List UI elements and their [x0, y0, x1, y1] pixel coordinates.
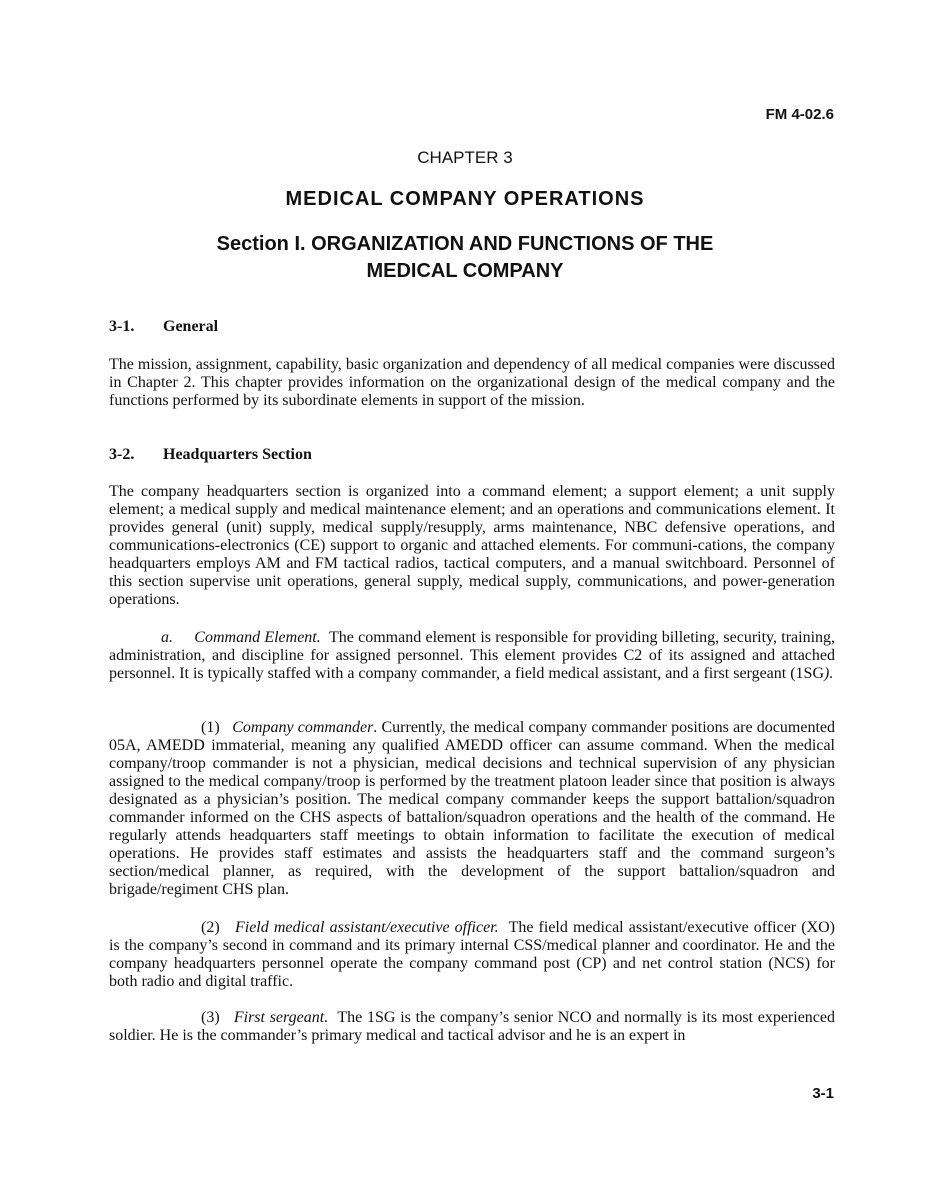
page-number: 3-1 [812, 1085, 834, 1102]
paragraph-heading-3-1 [109, 318, 218, 336]
paragraph-title: Headquarters Section [163, 446, 312, 463]
subparagraph-label: (1) [201, 719, 220, 736]
chapter-label: CHAPTER 3 [417, 148, 513, 167]
section-title-line-1: Section I. ORGANIZATION AND FUNCTIONS OF THE [216, 233, 714, 255]
paragraph-title: General [163, 318, 219, 335]
subparagraph-text: The command element is responsible for providing billeting, security, training, administration, and discipline for assigned personnel. This element provides C2 of its assigned and attached personnel. It is typically staffed with a company commander, a field medical assistant, and a first sergeant (1SG [109, 629, 836, 682]
subparagraph-title: Company commander [232, 719, 374, 736]
subparagraph-text: The 1SG is the company’s senior NCO and normally is its most experienced soldier. He is the commander’s primary medical and tactical advisor and he is an expert in [109, 1009, 836, 1044]
subparagraph-text: The field medical assistant/executive officer (XO) is the company’s second in command and its primary internal CSS/medical planner and coordinator. He and the company headquarters personnel operate the company command post (CP) and net control station (NCS) for both radio and digital traffic. [109, 919, 836, 990]
paragraph-number: 3-2. [109, 446, 135, 463]
subparagraph-label: (2) [201, 919, 220, 936]
subparagraph-2 [109, 919, 835, 991]
subparagraph-3 [109, 1009, 835, 1045]
paragraph-3-2-text: The company headquarters section is organized into a command element; a support element; a unit supply element; a medical supply and medical maintenance element; and an operations and communications element. It provides general (unit) supply, medical supply/resupply, arms maintenance, NBC defensive operations, and communications-electronics (CE) support to organic and attached elements. For communi-cations, the company headquarters employs AM and FM tactical radios, tactical computers, and a manual switchboard. Personnel of this section supervise unit operations, general supply, medical supply, communications, and power-generation operations. [109, 483, 835, 608]
section-title-line-2: MEDICAL COMPANY [366, 260, 564, 282]
subparagraph-title: Field medical assistant/executive officer. [234, 919, 499, 936]
section-title [0, 231, 930, 285]
subparagraph-1 [109, 719, 835, 899]
subparagraph-label: (3) [201, 1009, 220, 1026]
subparagraph-tail: ). [824, 665, 834, 682]
paragraph-number: 3-1. [109, 318, 135, 335]
subparagraph-label: a. [161, 629, 173, 646]
paragraph-heading-3-2 [109, 446, 312, 464]
subparagraph-title: First sergeant. [233, 1009, 329, 1026]
chapter-title: MEDICAL COMPANY OPERATIONS [285, 188, 645, 210]
paragraph-3-1-text: The mission, assignment, capability, basic organization and dependency of all medical companies were discussed in Chapter 2. This chapter provides information on the organizational design of the medical company and the functions performed by its subordinate elements in support of the mission. [109, 356, 835, 409]
subparagraph-a [109, 629, 835, 683]
subparagraph-text: . Currently, the medical company commander positions are documented 05A, AMEDD immaterial, meaning any qualified AMEDD officer can assume command. When the medical company/troop commander is not a physician, medical decisions and technical supervision of any physician assigned to the medical company/troop is performed by the treatment platoon leader since that position is always designated as a physician’s position. The medical company commander keeps the support battalion/squadron commander informed on the CHS aspects of battalion/squadron operations and the health of the command. He regularly attends headquarters staff meetings to obtain information to facilitate the execution of medical operations. He provides staff estimates and assists the headquarters staff and the command surgeon’s section/medical planner, as required, with the development of the support battalion/squadron and brigade/regiment CHS plan. [109, 719, 835, 898]
document-id: FM 4-02.6 [765, 106, 834, 123]
subparagraph-title: Command Element. [194, 629, 321, 646]
